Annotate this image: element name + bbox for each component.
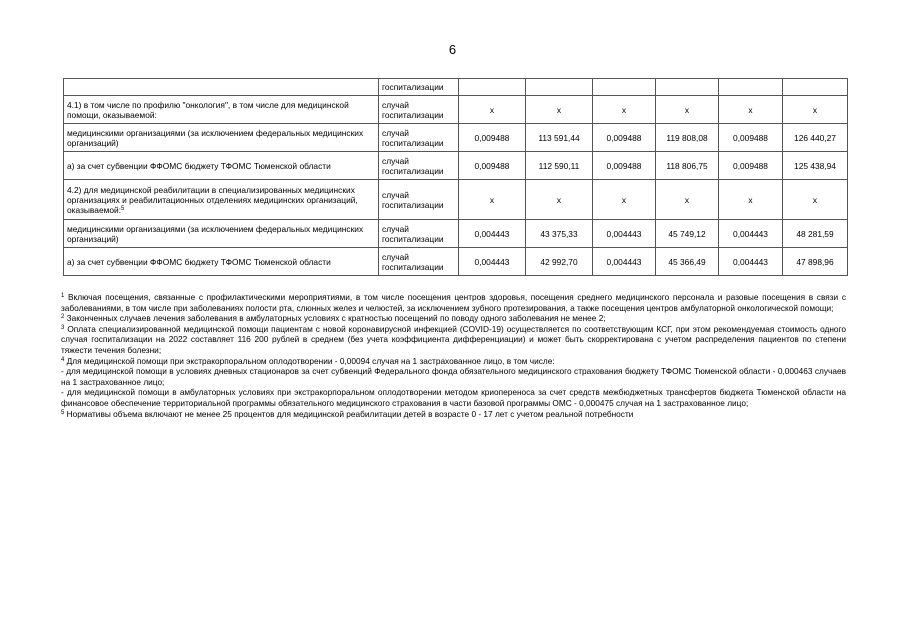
cell-value: x (526, 96, 593, 124)
row-unit: случай госпитализации (379, 152, 459, 180)
cell-value: x (719, 96, 783, 124)
cell-value: 118 806,75 (656, 152, 719, 180)
cell-value: 0,009488 (459, 124, 526, 152)
footnote-mark: 5 (61, 409, 65, 416)
cell-value: 47 898,96 (783, 248, 848, 276)
cell-value (656, 79, 719, 96)
cell-value: x (783, 180, 848, 220)
row-label: а) за счет субвенции ФФОМС бюджету ТФОМС Тюменской области (64, 152, 379, 180)
cell-value: x (656, 180, 719, 220)
footnote-text: Оплата специализированной медицинской помощи пациентам с новой коронавирусной инфекцией (COVID-19) осуществляется по соответствующим КСГ, при этом рекомендуемая стоимость одного случая госпитализации на 2022 составляет 116 200 рублей в среднем (без учета коэффициента дифференциации) и может быть скорректирована с учетом распределения пациентов по степени тяжести течения болезни; (61, 323, 846, 355)
footnote (61, 409, 846, 420)
cell-value: 0,009488 (593, 152, 656, 180)
row-unit: случай госпитализации (379, 180, 459, 220)
footnotes (61, 292, 846, 419)
footnote-text: - для медицинской помощи в условиях дневных стационаров за счет субвенций Федерального фонда обязательного медицинского страхования бюджету ТФОМС Тюменской области - 0,000463 случаев на 1 застрахованное лицо; (61, 366, 846, 387)
row-unit: госпитализации (379, 79, 459, 96)
row-label: медицинскими организациями (за исключением федеральных медицинских организаций) (64, 124, 379, 152)
row-label (64, 180, 379, 220)
cell-value: 126 440,27 (783, 124, 848, 152)
cell-value: 0,004443 (719, 248, 783, 276)
table-row (64, 124, 848, 152)
footnote-mark: 2 (61, 314, 65, 321)
cell-value: x (656, 96, 719, 124)
cell-value: 119 808,08 (656, 124, 719, 152)
cell-value: 0,009488 (719, 124, 783, 152)
cell-value: 0,004443 (719, 220, 783, 248)
row-label (64, 79, 379, 96)
cell-value: x (593, 180, 656, 220)
cell-value: 0,004443 (593, 220, 656, 248)
cell-value: x (459, 96, 526, 124)
cell-value: 42 992,70 (526, 248, 593, 276)
table-row (64, 220, 848, 248)
footnote-mark: 1 (61, 293, 65, 299)
cell-value: 45 366,49 (656, 248, 719, 276)
footnote (61, 292, 846, 313)
table-row (64, 180, 848, 220)
volume-cost-table (63, 78, 848, 276)
footnote (61, 356, 846, 367)
footnote-text: Включая посещения, связанные с профилактическими мероприятиями, в том числе посещения центров здоровья, посещения среднего медицинского персонала и разовые посещения в связи с заболеваниями, в том числе при заболеваниях полости рта, слюнных желез и челюстей, за исключением зубного протезирования, а также посещения центров амбулаторной онкологической помощи; (61, 292, 846, 313)
footnote-ref: 5 (121, 205, 125, 212)
footnote (61, 366, 846, 387)
footnote-mark: 4 (61, 356, 65, 363)
cell-value: 125 438,94 (783, 152, 848, 180)
cell-value (593, 79, 656, 96)
cell-value: 0,009488 (459, 152, 526, 180)
cell-value: 43 375,33 (526, 220, 593, 248)
row-label-text: 4.2) для медицинской реабилитации в специализированных медицинских организациях и реабилитационных отделениях медицинских организаций, оказываемой: (67, 184, 358, 215)
cell-value: 0,009488 (593, 124, 656, 152)
cell-value: 48 281,59 (783, 220, 848, 248)
row-unit: случай госпитализации (379, 124, 459, 152)
footnote-mark: 3 (61, 324, 65, 331)
page-number: 6 (448, 42, 457, 57)
row-label: 4.1) в том числе по профилю "онкология", в том числе для медицинской помощи, оказываемой: (64, 96, 379, 124)
cell-value: 45 749,12 (656, 220, 719, 248)
cell-value: 0,004443 (593, 248, 656, 276)
table-row (64, 96, 848, 124)
cell-value: x (719, 180, 783, 220)
footnote-text: - для медицинской помощи в амбулаторных условиях при экстракорпоральном оплодотворении методом криопереноса за счет средств межбюджетных трансфертов бюджета Тюменской области на финансовое обеспечение территориальной программы обязательного медицинского страхования в части базовой программы ОМС - 0,000475 случая на 1 застрахованное лицо; (61, 387, 846, 408)
cell-value: 0,004443 (459, 220, 526, 248)
row-label: медицинскими организациями (за исключением федеральных медицинских организаций) (64, 220, 379, 248)
cell-value: x (593, 96, 656, 124)
row-unit: случай госпитализации (379, 220, 459, 248)
footnote (61, 387, 846, 408)
cell-value: 112 590,11 (526, 152, 593, 180)
cell-value: x (459, 180, 526, 220)
footnote (61, 324, 846, 356)
row-unit: случай госпитализации (379, 96, 459, 124)
row-label: а) за счет субвенции ФФОМС бюджету ТФОМС Тюменской области (64, 248, 379, 276)
cell-value: 113 591,44 (526, 124, 593, 152)
footnote (61, 313, 846, 324)
cell-value: 0,004443 (459, 248, 526, 276)
footnote-text: Нормативы объема включают не менее 25 процентов для медицинской реабилитации детей в возрасте 0 - 17 лет с учетом реальной потребности (64, 408, 634, 419)
footnote-text: Законченных случаев лечения заболевания в амбулаторных условиях с кратностью посещений по поводу одного заболевания не менее 2; (64, 313, 606, 324)
cell-value: x (783, 96, 848, 124)
cell-value (459, 79, 526, 96)
table-row (64, 79, 848, 96)
cell-value: x (526, 180, 593, 220)
table-row (64, 248, 848, 276)
table-row (64, 152, 848, 180)
row-unit: случай госпитализации (379, 248, 459, 276)
footnote-text: Для медицинской помощи при экстракорпоральном оплодотворении - 0,00094 случая на 1 застрахованное лицо, в том числе: (64, 355, 555, 366)
cell-value (783, 79, 848, 96)
cell-value (719, 79, 783, 96)
cell-value: 0,009488 (719, 152, 783, 180)
cell-value (526, 79, 593, 96)
